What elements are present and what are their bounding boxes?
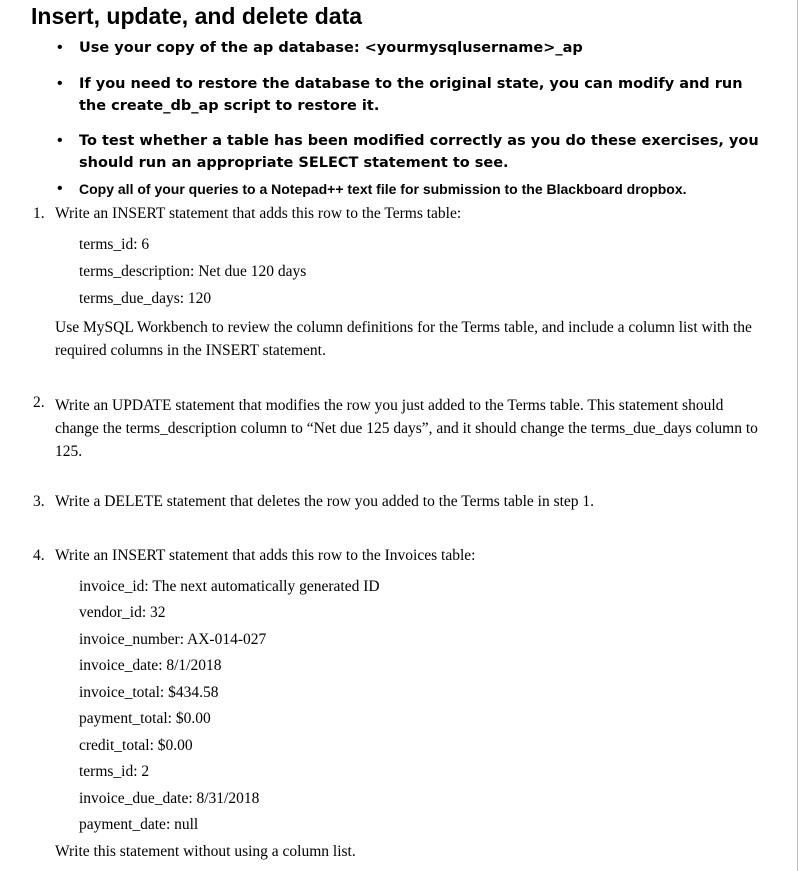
- exercise-number: 3.: [33, 493, 45, 510]
- bullet-item-test: To test whether a table has been modified correctly as you do these exercises, you should run an appropriate SELECT statement to see.: [79, 133, 759, 171]
- exercise-text: Write an UPDATE statement that modifies the row you just added to the Terms table. This statement should change the terms_description column to “Net due 125 days”, and it should change the terms_due_days column to 125.: [55, 397, 758, 460]
- exercise-text: Write an INSERT statement that adds this row to the Invoices table:: [55, 547, 476, 564]
- page-title: Insert, update, and delete data: [31, 3, 363, 29]
- exercise-note: Use MySQL Workbench to review the column definitions for the Terms table, and include a column list with the required columns in the INSERT statement.: [55, 319, 752, 359]
- bullet-marker: •: [57, 75, 63, 92]
- field-line: invoice_number: AX-014-027: [79, 631, 267, 648]
- bullet-item-copy: Copy all of your queries to a Notepad++ text file for submission to the Blackboard dropbox.: [79, 181, 687, 197]
- field-line: vendor_id: 32: [79, 604, 166, 621]
- field-line: terms_description: Net due 120 days: [79, 263, 307, 280]
- bullet-marker: •: [57, 180, 63, 197]
- exercise-number: 4.: [33, 547, 45, 564]
- bullet-item-database: Use your copy of the ap database: <yourmysqlusername>_ap: [79, 40, 583, 56]
- exercise-note: Write this statement without using a column list.: [55, 843, 356, 860]
- field-line: invoice_due_date: 8/31/2018: [79, 790, 260, 807]
- exercise-text: Write a DELETE statement that deletes the row you added to the Terms table in step 1.: [55, 493, 595, 510]
- exercise-number: 1.: [33, 205, 45, 222]
- field-line: invoice_date: 8/1/2018: [79, 657, 222, 674]
- field-line: payment_date: null: [79, 816, 199, 833]
- field-line: terms_due_days: 120: [79, 290, 212, 307]
- field-line: invoice_total: $434.58: [79, 684, 219, 701]
- bullet-marker: •: [57, 39, 63, 56]
- bullet-item-restore: If you need to restore the database to the original state, you can modify and run the create_db_ap script to restore it.: [79, 76, 743, 114]
- bullet-marker: •: [57, 132, 63, 149]
- field-line: credit_total: $0.00: [79, 737, 193, 754]
- field-line: invoice_id: The next automatically generated ID: [79, 578, 380, 595]
- field-line: terms_id: 2: [79, 763, 150, 780]
- exercise-text: Write an INSERT statement that adds this row to the Terms table:: [55, 205, 462, 222]
- field-line: payment_total: $0.00: [79, 710, 211, 727]
- exercise-number: 2.: [33, 394, 45, 411]
- field-line: terms_id: 6: [79, 236, 150, 253]
